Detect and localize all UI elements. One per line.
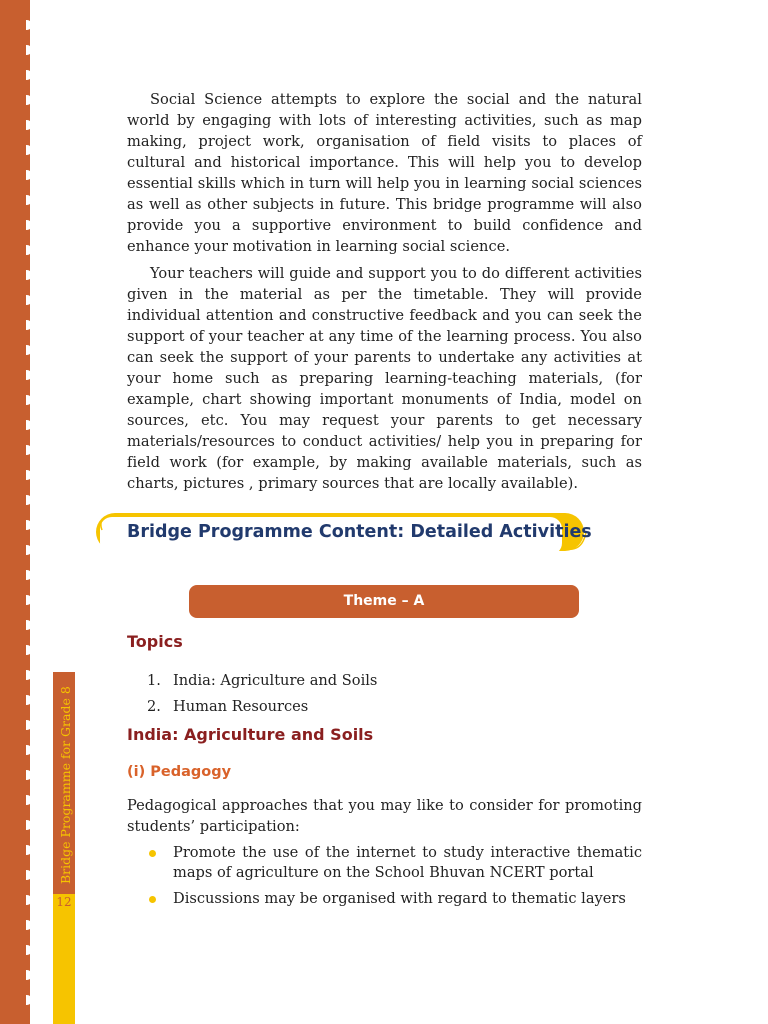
border-notch (26, 445, 32, 455)
border-notch (26, 320, 32, 330)
border-notch (26, 70, 32, 80)
border-notch (26, 220, 32, 230)
border-notch (26, 920, 32, 930)
border-notch (26, 720, 32, 730)
border-notch (26, 270, 32, 280)
border-notch (26, 670, 32, 680)
border-notch (26, 145, 32, 155)
border-notch (26, 820, 32, 830)
bullet-icon (149, 850, 156, 857)
border-notch (26, 595, 32, 605)
running-side-title: Bridge Programme for Grade 8 (58, 686, 73, 884)
border-notch (26, 395, 32, 405)
border-notch (26, 545, 32, 555)
list-item (147, 668, 377, 694)
list-item (147, 843, 642, 883)
border-notch (26, 120, 32, 130)
intro-paragraph: Your teachers will guide and support you to do different activities given in the material as per the timetable. They will provide individual attention and constructive feedback and you can seek the support of your teacher at any time of the learning process. You also can seek the support of your parents to undertake any activities at your home such as preparing learning-teaching materials, (for example, chart showing important monuments of India, model on sources, etc. You may request your parents to get necessary materials/resources to conduct activities/ help you in preparing for field work (for example, by making available materials, such as charts, pictures , primary sources that are locally available). (127, 265, 642, 492)
list-label: Human Resources (173, 698, 309, 715)
border-notch (26, 970, 32, 980)
border-notch (26, 520, 32, 530)
pedagogy-bullets (147, 843, 642, 915)
banner-title: Bridge Programme Content: Detailed Activities (127, 522, 592, 542)
intro-paragraph: Social Science attempts to explore the social and the natural world by engaging with lots of interesting activities, such as map making, project work, organisation of field visits to places of cultural and historical importance. This will help you to develop essential skills which in turn will help you in learning social sciences as well as other subjects in future. This bridge programme will also provide you a supportive environment to build confidence and enhance your motivation in learning social science. (127, 91, 642, 255)
topics-heading: Topics (127, 632, 183, 651)
border-notch (26, 345, 32, 355)
list-item (147, 889, 642, 909)
section-heading: India: Agriculture and Soils (127, 725, 374, 744)
left-decorative-border (0, 0, 30, 1024)
list-item (147, 694, 377, 720)
section-banner (82, 508, 592, 560)
border-notch (26, 295, 32, 305)
border-notch (26, 845, 32, 855)
topics-list (147, 668, 377, 720)
pedagogy-intro: Pedagogical approaches that you may like to consider for promoting students’ participation: (127, 797, 642, 835)
border-notch (26, 95, 32, 105)
border-notch (26, 645, 32, 655)
bullet-text: Discussions may be organised with regard to thematic layers (173, 890, 626, 907)
border-notch (26, 195, 32, 205)
border-notch (26, 245, 32, 255)
border-notch (26, 695, 32, 705)
border-notch (26, 795, 32, 805)
border-notch (26, 745, 32, 755)
border-notch (26, 770, 32, 780)
border-notch (26, 945, 32, 955)
list-label: India: Agriculture and Soils (173, 672, 378, 689)
subheading: (i) Pedagogy (127, 764, 232, 780)
bullet-text: Promote the use of the internet to study interactive thematic maps of agriculture on the School Bhuvan NCERT portal (173, 844, 642, 881)
border-notch (26, 20, 32, 30)
border-notch (26, 570, 32, 580)
border-notch (26, 420, 32, 430)
theme-bar: Theme – A (189, 585, 579, 618)
border-notch (26, 995, 32, 1005)
border-notch (26, 895, 32, 905)
border-notch (26, 870, 32, 880)
list-number: 2. (147, 698, 161, 715)
border-notch (26, 470, 32, 480)
page-number: 12 (56, 895, 72, 909)
border-notch (26, 620, 32, 630)
bullet-icon (149, 896, 156, 903)
border-notch (26, 45, 32, 55)
intro-text (127, 89, 642, 494)
border-notch (26, 170, 32, 180)
border-notch (26, 495, 32, 505)
list-number: 1. (147, 672, 161, 689)
border-notch (26, 370, 32, 380)
